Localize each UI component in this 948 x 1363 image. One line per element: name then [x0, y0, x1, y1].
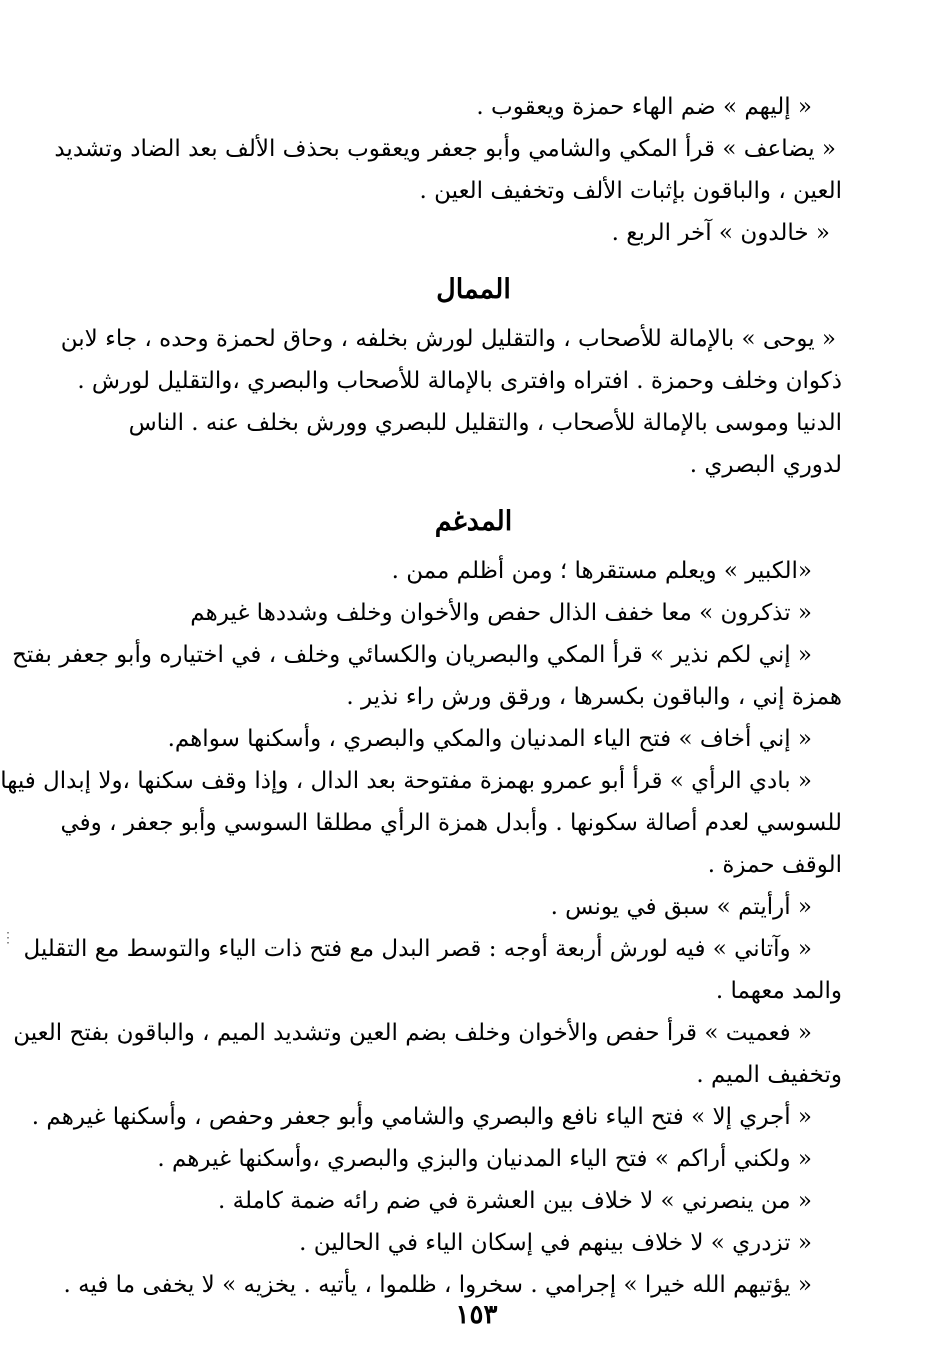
- section-mudgham: [0, 550, 842, 1306]
- text-line: العين ، والباقون بإثبات الألف وتخفيف العين .: [419, 178, 842, 204]
- text-line: « وآتاني » فيه لورش أربعة أوجه : قصر البدل مع فتح ذات الياء والتوسط مع التقليل: [23, 936, 812, 962]
- text-line: «الكبير » ويعلم مستقرها ؛ ومن أظلم ممن .: [391, 558, 812, 584]
- text-line: همزة إني ، والباقون بكسرها ، ورقق ورش راء نذير .: [346, 684, 842, 710]
- text-line: لدوري البصري .: [689, 452, 842, 478]
- text-line: الوقف حمزة .: [707, 852, 842, 878]
- text-line: « إليهم » ضم الهاء حمزة ويعقوب .: [476, 94, 812, 120]
- text-line: « إني لكم نذير » قرأ المكي والبصريان والكسائي وخلف ، في اختياره وأبو جعفر بفتح: [12, 642, 812, 668]
- section-top-notes: [54, 86, 842, 254]
- text-line: « تزدري » لا خلاف بينهم في إسكان الياء في الحالين .: [299, 1230, 812, 1256]
- text-line: « ولكني أراكم » فتح الياء المدنيان والبزي والبصري ،وأسكنها غيرهم .: [157, 1146, 812, 1172]
- text-line: « يؤتيهم الله خيرا » إجرامي . سخروا ، ظلموا ، يأتيه . يخزيه » لا يخفى ما فيه .: [63, 1272, 812, 1298]
- heading-mudgham: المدغم: [434, 506, 513, 537]
- text-line: « أرأيتم » سبق في يونس .: [550, 894, 812, 920]
- text-line: وتخفيف الميم .: [696, 1062, 842, 1088]
- text-line: « يضاعف » قرأ المكي والشامي وأبو جعفر ويعقوب بحذف الألف بعد الضاد وتشديد: [54, 136, 836, 162]
- text-line: « إني أخاف » فتح الياء المدنيان والمكي والبصري ، وأسكنها سواهم.: [167, 726, 812, 752]
- scan-smudge: ⋮: [1, 930, 15, 946]
- text-line: والمد معهما .: [715, 978, 842, 1004]
- text-line: « فعميت » قرأ حفص والأخوان وخلف بضم العين وتشديد الميم ، والباقون بفتح العين: [13, 1020, 812, 1046]
- text-line: « يوحى » بالإمالة للأصحاب ، والتقليل لورش بخلفه ، وحاق لحمزة وحده ، جاء لابن: [60, 326, 836, 352]
- text-line: ذكوان وخلف وحمزة . افتراه وافترى بالإمالة للأصحاب والبصري ،والتقليل لورش .: [77, 368, 842, 394]
- heading-mumal: الممال: [436, 274, 511, 305]
- text-line: « من ينصرني » لا خلاف بين العشرة في ضم رائه ضمة كاملة .: [218, 1188, 812, 1214]
- section-mumal: [60, 318, 842, 486]
- text-line: الدنيا وموسى بالإمالة للأصحاب ، والتقليل للبصري وورش بخلف عنه . الناس: [128, 410, 842, 436]
- text-line: للسوسي لعدم أصالة سكونها . وأبدل همزة الرأي مطلقا السوسي وأبو جعفر ، وفي: [60, 810, 842, 836]
- text-line: « خالدون » آخر الربع .: [611, 220, 830, 246]
- text-line: « بادي الرأي » قرأ أبو عمرو بهمزة مفتوحة بعد الدال ، وإذا وقف سكنها ،ولا إبدال فيها: [0, 768, 812, 794]
- text-line: « تذكرون » معا خفف الذال حفص والأخوان وخلف وشددها غيرهم: [190, 600, 812, 626]
- text-line: « أجري إلا » فتح الياء نافع والبصري والشامي وأبو جعفر وحفص ، وأسكنها غيرهم .: [31, 1104, 812, 1130]
- page-number: ١٥٣: [455, 1300, 498, 1330]
